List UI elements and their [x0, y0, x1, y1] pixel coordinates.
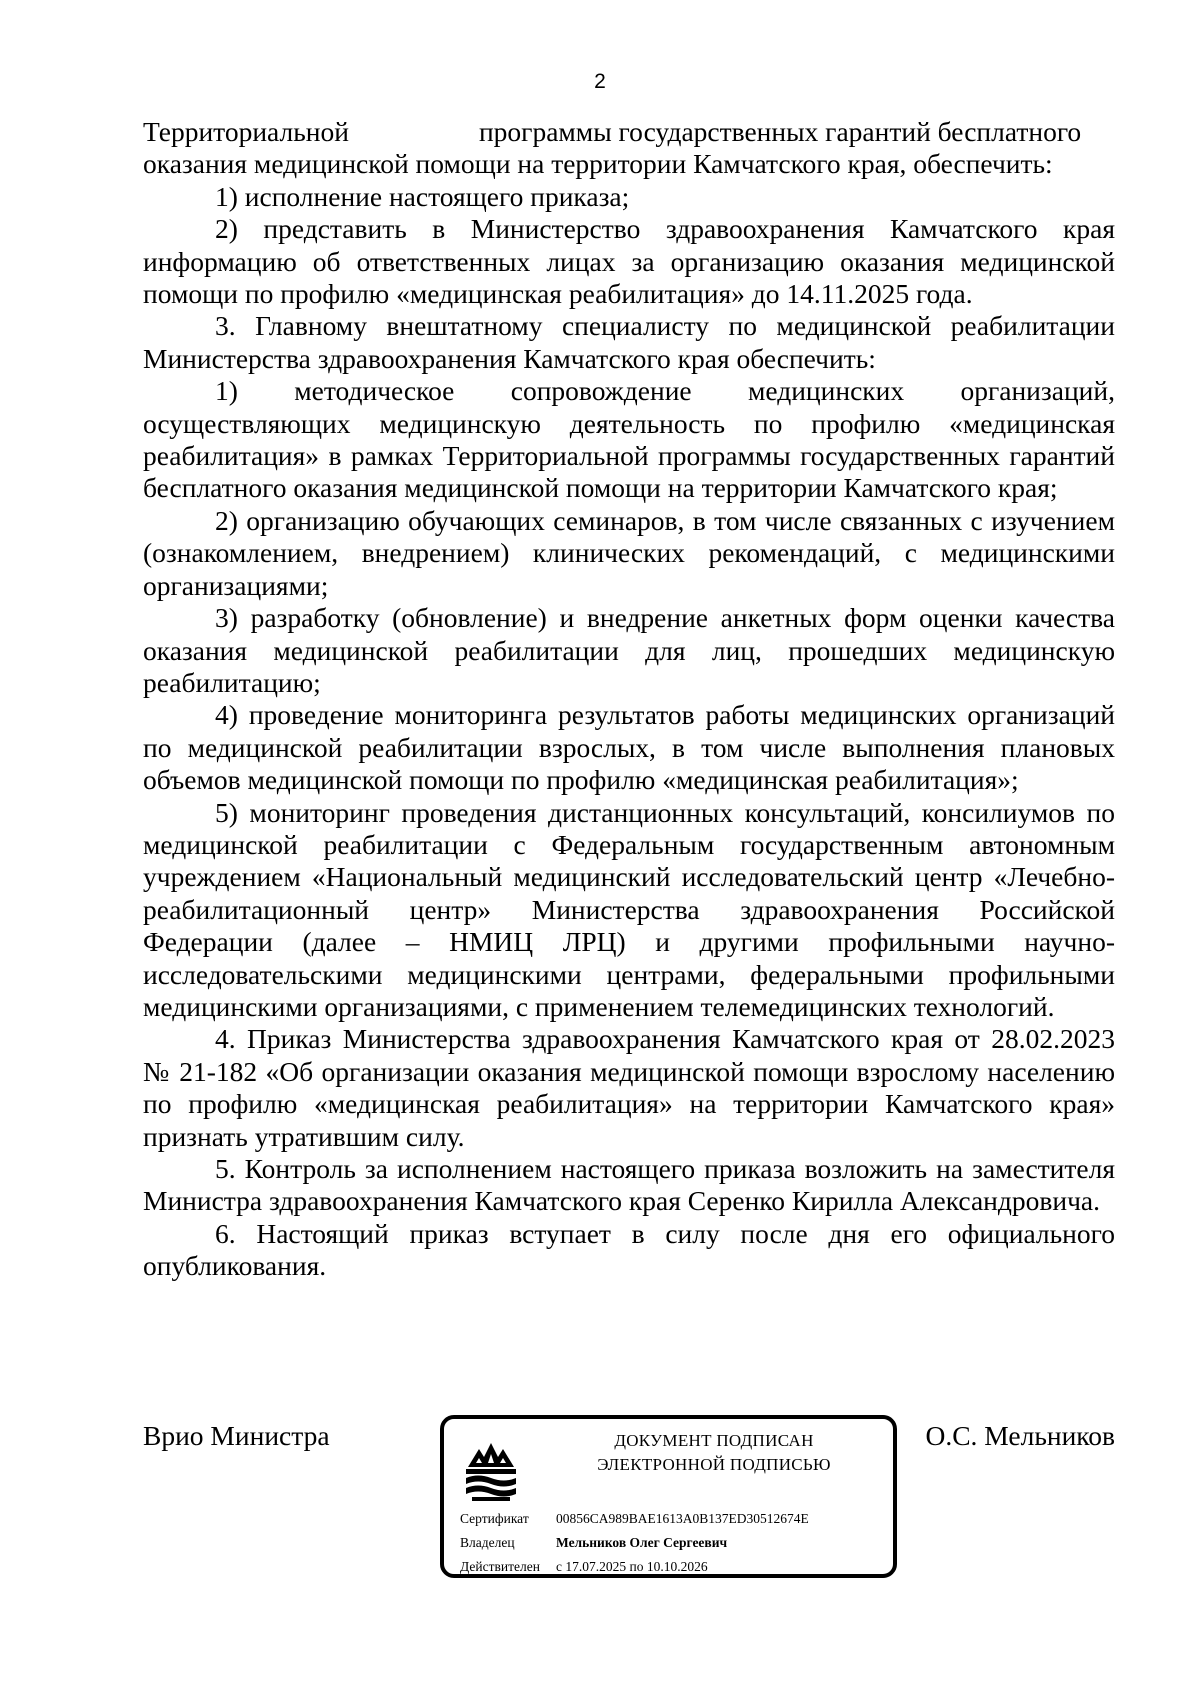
- paragraph: 2) организацию обучающих семинаров, в том числе связанных с изучением (ознакомлением, внедрением) клинических рекомендаций, с медицинскими организациями;: [143, 504, 1115, 601]
- paragraph: оказания медицинской помощи на территории Камчатского края, обеспечить:: [143, 148, 1053, 180]
- validity-value: с 17.07.2025 по 10.10.2026: [556, 1559, 708, 1574]
- paragraph: 1) методическое сопровождение медицинских организаций, осуществляющих медицинскую деятельность по профилю «медицинская реабилитация» в рамках Территориальной программы государственных гарантий бесплатного оказания медицинской помощи на территории Камчатского края;: [143, 375, 1115, 504]
- signer-title: Врио Министра: [143, 1420, 330, 1451]
- first-line-rest: программы государственных гарантий бесплатного: [478, 116, 1082, 147]
- paragraph: 1) исполнение настоящего приказа;: [215, 180, 630, 212]
- stamp-title-line: ДОКУМЕНТ ПОДПИСАН: [614, 1431, 814, 1450]
- stamp-title: [529, 1429, 899, 1477]
- stamp-certificate-row: [460, 1511, 809, 1527]
- electronic-signature-stamp: [440, 1415, 897, 1578]
- paragraph: 3) разработку (обновление) и внедрение анкетных форм оценки качества оказания медицинской реабилитации для лиц, прошедших медицинскую реабилитацию;: [143, 602, 1115, 698]
- document-body: [143, 116, 1115, 1283]
- paragraph: 3. Главному внештатному специалисту по медицинской реабилитации Министерства здравоохранения Камчатского края обеспечить:: [143, 310, 1115, 374]
- kamchatka-emblem-icon: [462, 1437, 520, 1503]
- certificate-value: 00856CA989BAE1613A0B137ED30512674E: [556, 1511, 809, 1526]
- stamp-title-line: ЭЛЕКТРОННОЙ ПОДПИСЬЮ: [597, 1455, 831, 1474]
- paragraph-first-line: [143, 116, 1115, 148]
- paragraph: 5) мониторинг проведения дистанционных консультаций, консилиумов по медицинской реабилитации с Федеральным государственным автономным учреждением «Национальный медицинский исследовательский центр «Лечебно-реабилитационный центр» Министерства здравоохранения Российской Федерации (далее – НМИЦ ЛРЦ) и другими профильными научно-исследовательскими медицинскими центрами, федеральными профильными медицинскими организациями, с применением телемедицинских технологий.: [143, 796, 1115, 1022]
- stamp-owner-row: [460, 1535, 727, 1551]
- paragraph: 2) представить в Министерство здравоохранения Камчатского края информацию об ответственных лицах за организацию оказания медицинской помощи по профилю «медицинская реабилитация» до 14.11.2025 года.: [143, 213, 1115, 310]
- validity-label: Действителен: [460, 1559, 540, 1574]
- paragraph: 6. Настоящий приказ вступает в силу после дня его официального опубликования.: [143, 1217, 1115, 1282]
- paragraph: 4. Приказ Министерства здравоохранения Камчатского края от 28.02.2023 № 21-182 «Об организации оказания медицинской помощи взрослому населению по профилю «медицинская реабилитация» на территории Камчатского края» признать утратившим силу.: [143, 1023, 1115, 1152]
- certificate-label: Сертификат: [460, 1511, 529, 1526]
- stamp-validity-row: [460, 1559, 708, 1575]
- owner-value: Мельников Олег Сергеевич: [556, 1535, 728, 1550]
- owner-label: Владелец: [460, 1535, 515, 1550]
- signer-name: О.С. Мельников: [925, 1420, 1115, 1451]
- paragraph: 5. Контроль за исполнением настоящего приказа возложить на заместителя Министра здравоохранения Камчатского края Серенко Кирилла Александровича.: [143, 1153, 1115, 1217]
- first-line-word: Территориальной: [143, 116, 349, 147]
- page-number: 2: [594, 70, 606, 93]
- paragraph: 4) проведение мониторинга результатов работы медицинских организаций по медицинской реабилитации взрослых, в том числе выполнения плановых объемов медицинской помощи по профилю «медицинская реабилитация»;: [143, 699, 1115, 796]
